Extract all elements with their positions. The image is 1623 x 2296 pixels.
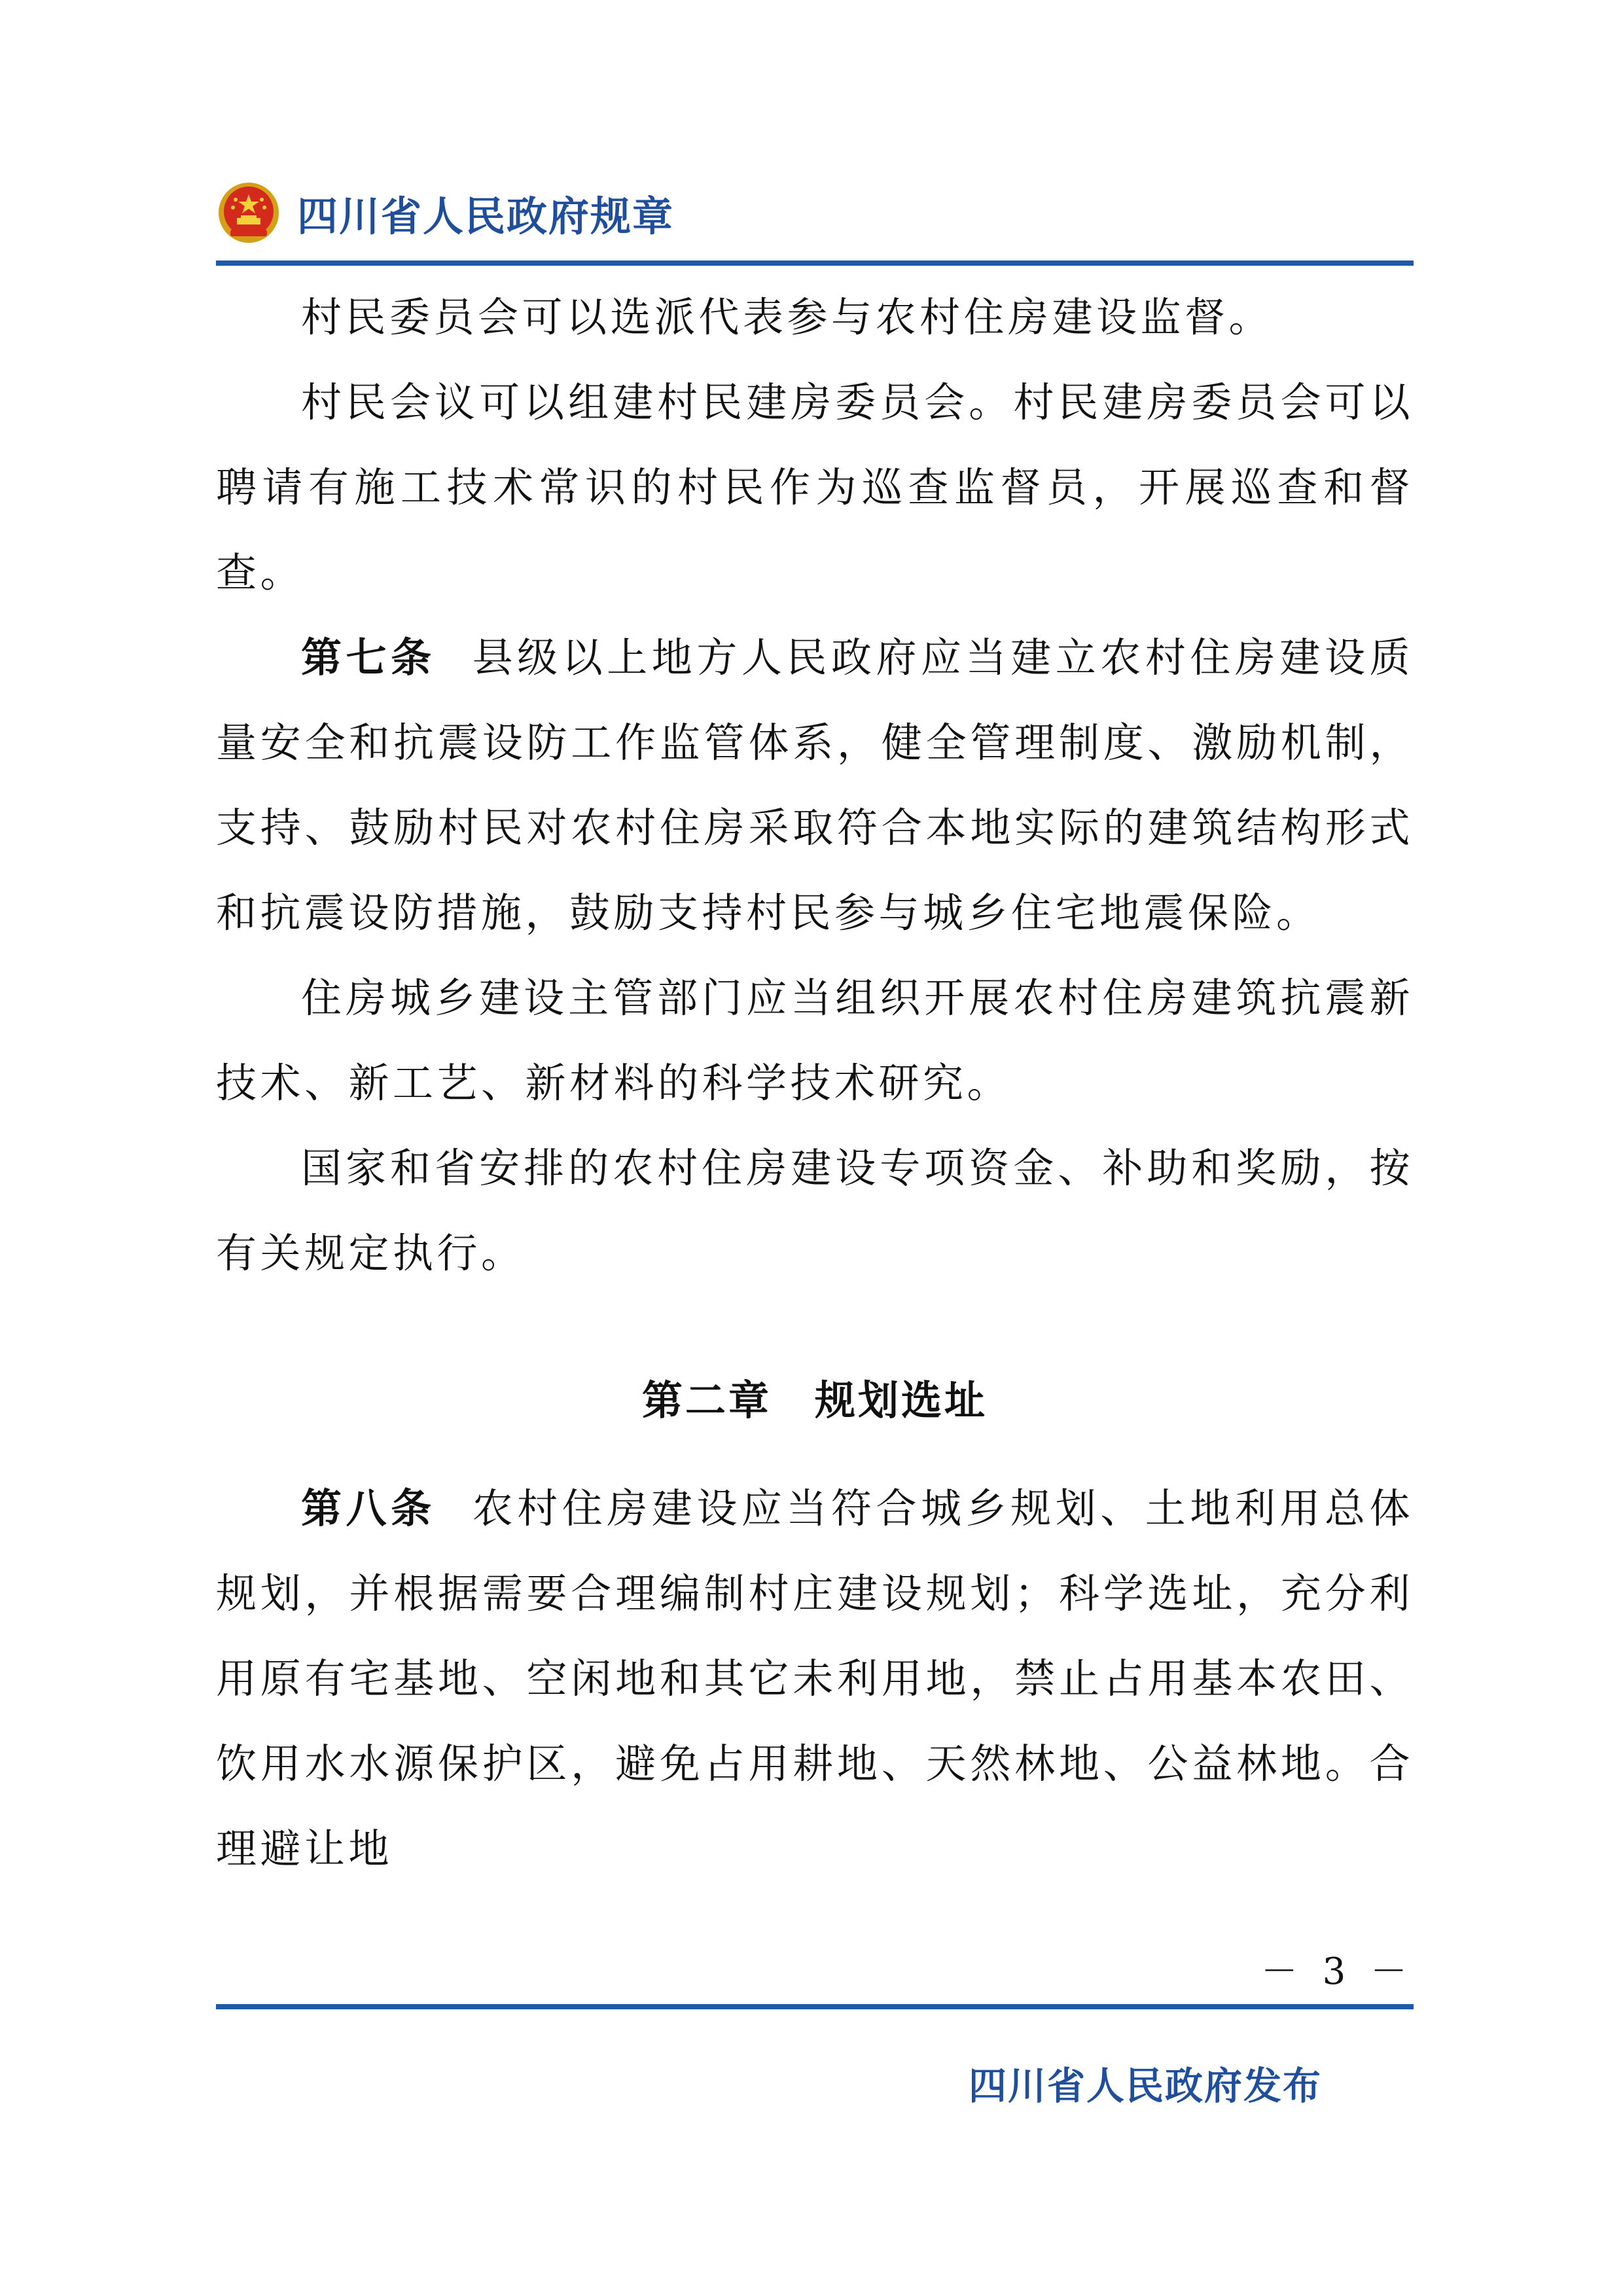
page-number: － 3 － [1260,1950,1414,1993]
paragraph [216,1126,1414,1296]
paragraph [216,275,1414,360]
article-label: 第八条 [301,1484,436,1532]
paragraph-text: 国家和省安排的农村住房建设专项资金、补助和奖励，按有关规定执行。 [216,1144,1414,1277]
header-title: 四川省人民政府规章 [297,192,675,240]
header-rule [216,260,1414,266]
page-header [216,177,674,249]
paragraph-text: 村民会议可以组建村民建房委员会。村民建房委员会可以聘请有施工技术常识的村民作为巡查监督员，开展巡查和督查。 [216,378,1414,596]
national-emblem-icon [216,180,281,245]
article-paragraph [216,1466,1414,1892]
paragraph-text: 住房城乡建设主管部门应当组织开展农村住房建筑抗震新技术、新工艺、新材料的科学技术研究。 [216,974,1414,1107]
article-paragraph [216,615,1414,956]
chapter-heading: 第二章 规划选址 [641,1376,988,1424]
document-body [216,275,1414,1892]
paragraph-text: 农村住房建设应当符合城乡规划、土地利用总体规划，并根据需要合理编制村庄建设规划；科学选址，充分利用原有宅基地、空闲地和其它未利用地，禁止占用基本农田、饮用水水源保护区，避免占用耕地、天然林地、公益林地。合理避让地 [216,1484,1414,1873]
paragraph-text: 县级以上地方人民政府应当建立农村住房建设质量安全和抗震设防工作监管体系，健全管理制度、激励机制，支持、鼓励村民对农村住房采取符合本地实际的建筑结构形式和抗震设防措施，鼓励支持村民参与城乡住宅地震保险。 [216,634,1414,937]
paragraph [216,360,1414,615]
paragraph [216,956,1414,1126]
paragraph-text: 村民委员会可以选派代表参与农村住房建设监督。 [301,293,1274,341]
article-label: 第七条 [301,634,436,681]
footer-title: 四川省人民政府发布 [968,2064,1322,2108]
footer-rule [216,2004,1414,2009]
